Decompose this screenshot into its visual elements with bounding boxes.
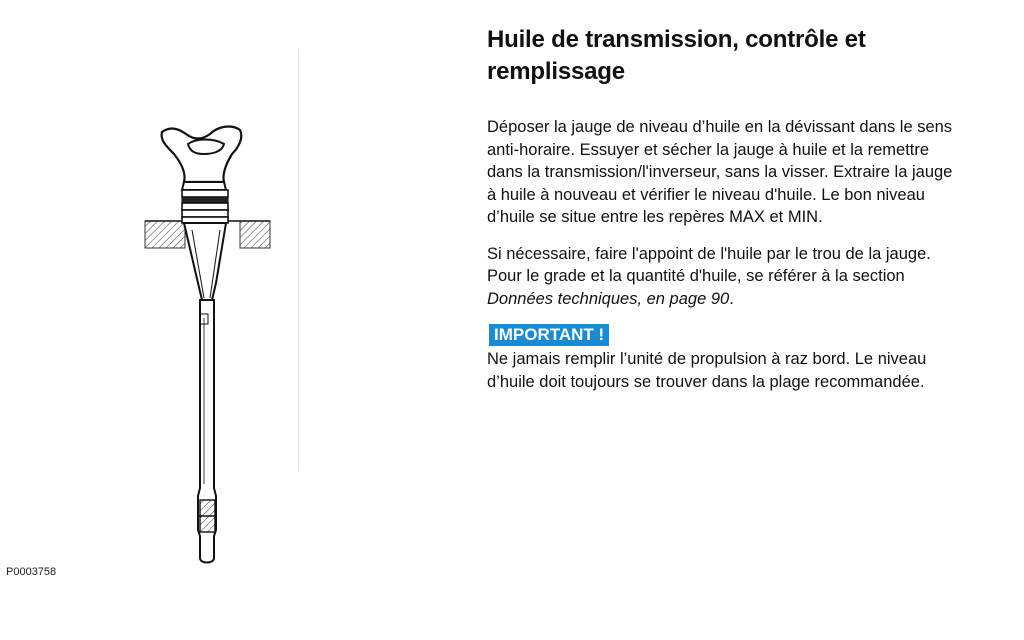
- page-divider-line: [298, 50, 299, 470]
- important-text: Ne jamais remplir l’unité de propulsion à raz bord. Le niveau d’huile doit toujours se trouver dans la plage recommandée.: [487, 350, 927, 391]
- instructions-paragraph: Déposer la jauge de niveau d’huile en la dévissant dans le sens anti-horaire. Essuyer et sécher la jauge à huile et la remettre dans la transmission/l'inverseur, sans la visser. Extraire la jauge à huile à nouveau et vérifier le niveau d'huile. Le bon niveau d’huile se situe entre les repères MAX et MIN.: [487, 118, 953, 226]
- refill-paragraph-end: .: [729, 289, 734, 308]
- refill-paragraph: [487, 243, 957, 311]
- figure-id-label: P0003758: [6, 566, 57, 578]
- dipstick-figure: [140, 118, 280, 574]
- important-notice: [487, 324, 957, 393]
- section-content: [487, 24, 957, 393]
- important-badge: IMPORTANT !: [489, 324, 609, 346]
- refill-paragraph-text: Si nécessaire, faire l'appoint de l'huile par le trou de la jauge. Pour le grade et la quantité d'huile, se référer à la section: [487, 244, 931, 285]
- dipstick-illustration-icon: [140, 118, 280, 574]
- section-title: Huile de transmission, contrôle et remplissage: [487, 26, 866, 85]
- technical-data-reference-link[interactable]: Données techniques, en page 90: [487, 289, 730, 308]
